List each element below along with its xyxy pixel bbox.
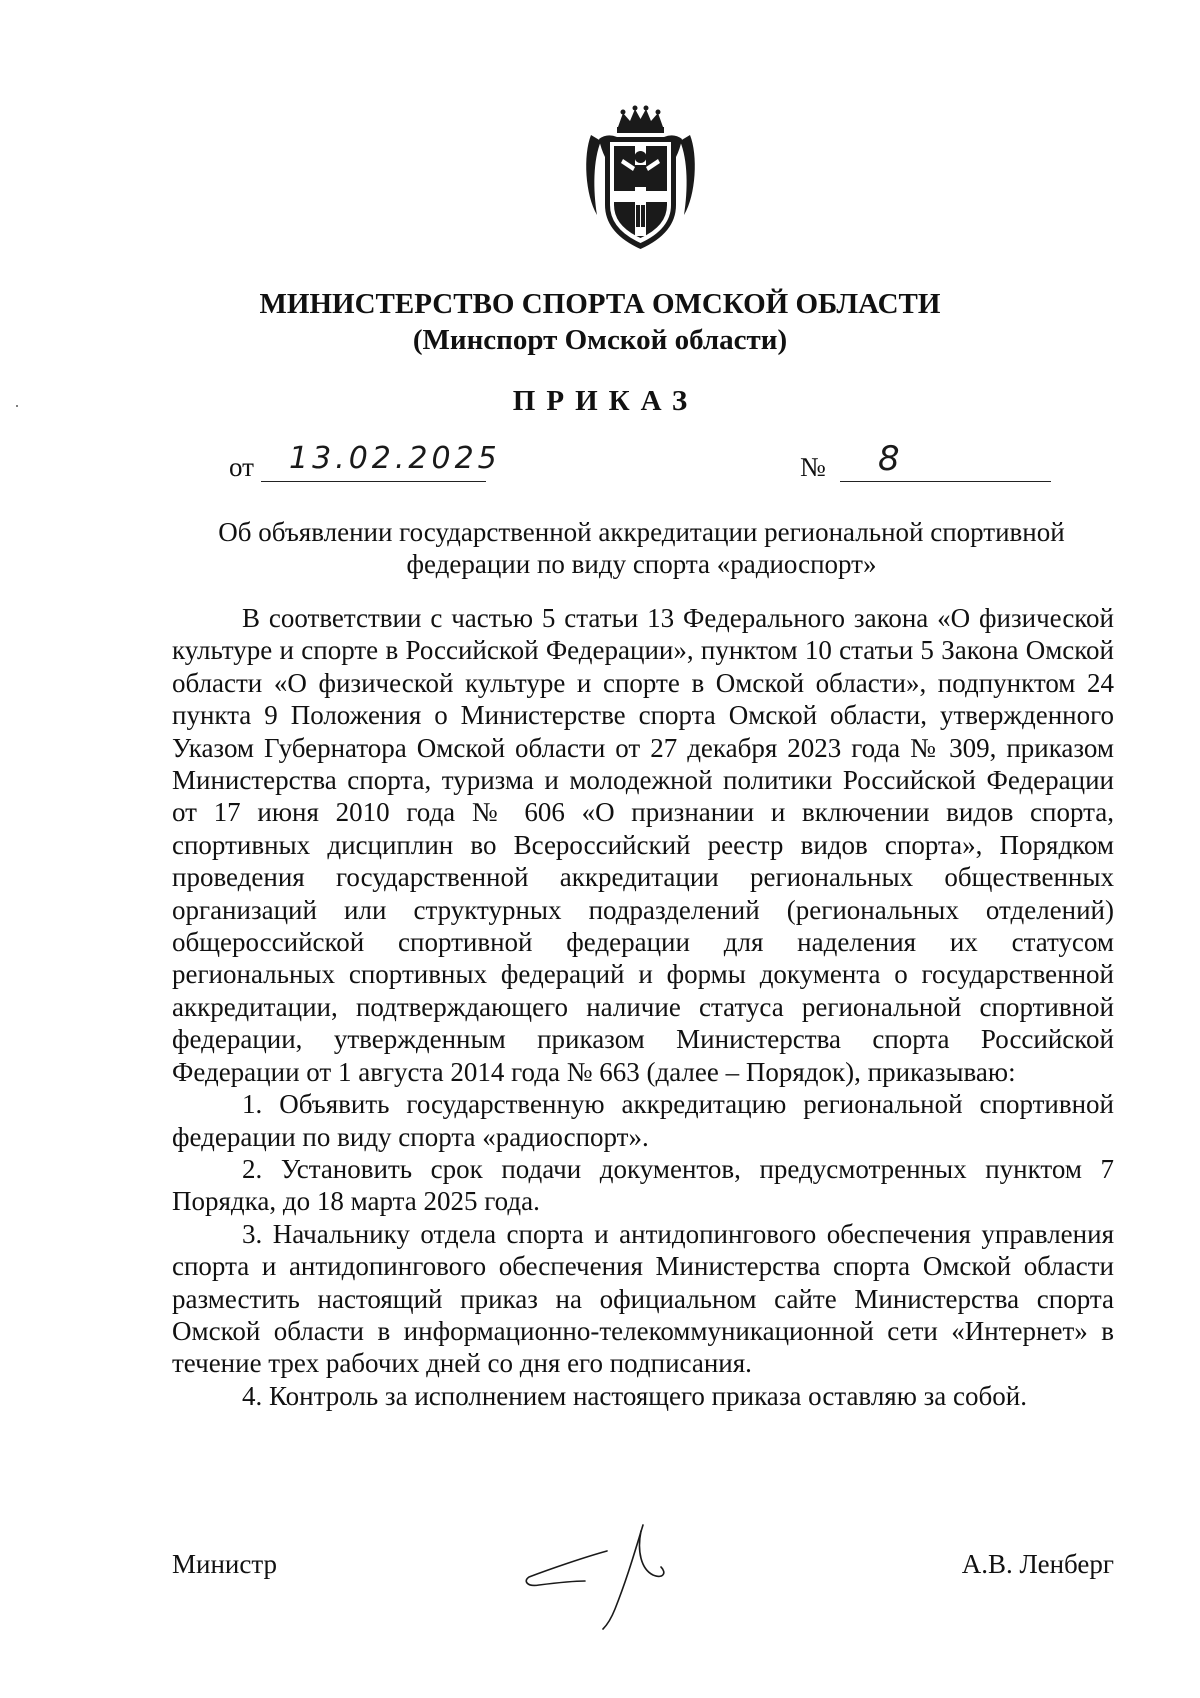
order-item-4: 4. Контроль за исполнением настоящего приказа оставляю за собой. [242, 1380, 1027, 1411]
order-body [172, 602, 1114, 1412]
document-type-title: ПРИКАЗ [512, 385, 699, 417]
order-item-2: 2. Установить срок подачи документов, предусмотренных пунктом 7 Порядка, до 18 марта 2025 года. [172, 1153, 1114, 1217]
subject-line-2: федерации по виду спорта «радиоспорт» [406, 549, 877, 579]
signature-block [0, 1549, 1200, 1669]
date-underline [261, 441, 501, 482]
handwritten-signature-icon [515, 1521, 675, 1631]
handwritten-date: 13.02.2025 [289, 441, 501, 476]
ministry-name: МИНИСТЕРСТВО СПОРТА ОМСКОЙ ОБЛАСТИ [259, 288, 941, 320]
order-subject [170, 516, 1113, 580]
ministry-short-name: (Минспорт Омской области) [412, 324, 788, 356]
date-prefix: от [229, 452, 254, 482]
number-prefix: № [800, 452, 826, 482]
signer-position: Министр [172, 1549, 277, 1579]
number-underline [840, 439, 1051, 482]
omsk-coat-of-arms-icon [583, 105, 698, 255]
order-item-3: 3. Начальнику отдела спорта и антидопингового обеспечения управления спорта и антидопингового обеспечения Министерства спорта Омской области разместить настоящий приказ на официальном сайте Министерства спорта Омской области в информационно-телекоммуникационной сети «Интернет» в течение трех рабочих дней со дня его подписания. [172, 1218, 1114, 1379]
preamble-paragraph: В соответствии с частью 5 статьи 13 Федерального закона «О физической культуре и спорте в Российской Федерации», пунктом 10 статьи 5 Закона Омской области «О физической культуре и спорте в Омской области», подпунктом 24 пункта 9 Положения о Министерстве спорта Омской области, утвержденного Указом Губернатора Омской области от 27 декабря 2023 года № 309, приказом Министерства спорта, туризма и молодежной политики Российской Федерации от 17 июня 2010 года № 606 «О признании и включении видов спорта, спортивных дисциплин во Всероссийский реестр видов спорта», Порядком проведения государственной аккредитации региональных общественных организаций или структурных подразделений (региональных отделений) общероссийской спортивной федерации для наделения их статусом региональных спортивных федераций и формы документа о государственной аккредитации, подтверждающего наличие статуса региональной спортивной федерации, утвержденным приказом Министерства спорта Российской Федерации от 1 августа 2014 года № 663 (далее – Порядок), приказываю: [172, 603, 1114, 1087]
handwritten-number: 8 [878, 439, 904, 479]
signer-name: А.В. Ленберг [961, 1549, 1114, 1579]
subject-line-1: Об объявлении государственной аккредитации региональной спортивной [218, 517, 1065, 547]
order-item-1: 1. Объявить государственную аккредитацию региональной спортивной федерации по виду спорта «радиоспорт». [172, 1089, 1114, 1152]
